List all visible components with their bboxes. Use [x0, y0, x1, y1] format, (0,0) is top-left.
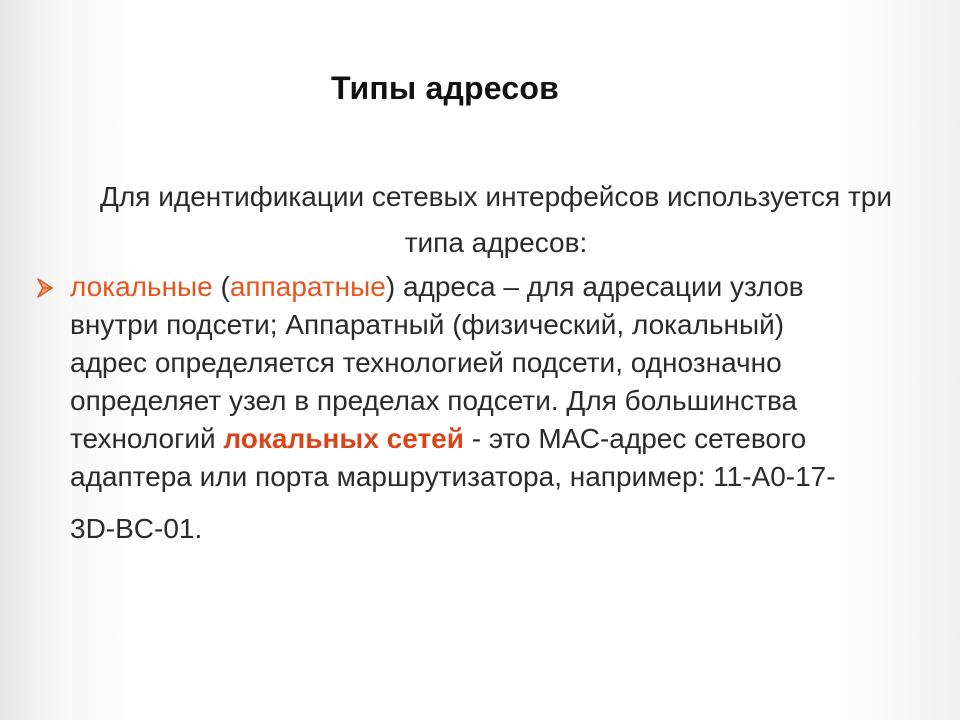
paren-open: (: [212, 271, 230, 302]
bullet-line-7: 3D-BC-01.: [70, 513, 203, 544]
intro-line-1: Для идентификации сетевых интерфейсов используется три: [99, 181, 892, 212]
bullet-line-3: адрес определяется технологией подсети, однозначно: [70, 347, 782, 378]
bullet-line-2: внутри подсети; Аппаратный (физический, локальный): [70, 309, 785, 340]
intro-text: [36, 174, 956, 266]
slide-title: Типы адресов: [331, 70, 559, 106]
intro-line-2: типа адресов:: [404, 227, 588, 258]
bullet-line-6: адаптера или порта маршрутизатора, например: 11-А0-17-: [70, 461, 836, 492]
bullet-line-1: [70, 268, 950, 306]
bullet-line-5: [70, 420, 950, 458]
bullet-text: [70, 268, 950, 548]
line-1-rest: ) адреса – для адресации узлов: [385, 271, 804, 302]
line-5-suffix: - это МАС-адрес сетевого: [463, 423, 807, 454]
term-hardware: аппаратные: [229, 271, 386, 302]
term-local: локальные: [70, 271, 213, 302]
bullet-line-4: определяет узел в пределах подсети. Для большинства: [70, 385, 798, 416]
arrow-check-bullet-icon: [34, 268, 56, 308]
term-local-networks: локальных сетей: [223, 423, 464, 454]
line-5-prefix: технологий: [70, 423, 224, 454]
